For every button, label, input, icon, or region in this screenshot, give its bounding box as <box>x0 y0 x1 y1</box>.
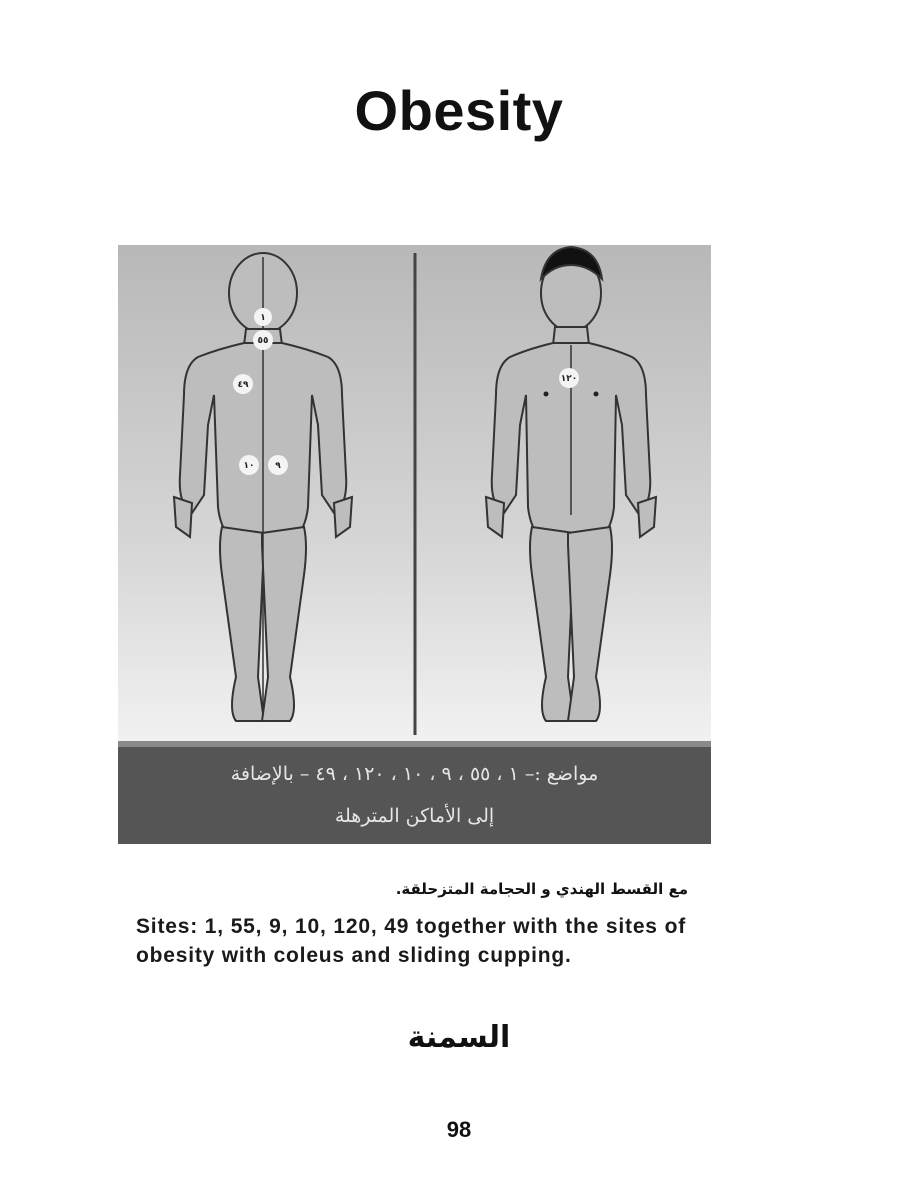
point-label: ١٠ <box>243 461 255 471</box>
caption-band <box>118 747 711 844</box>
cupping-points-figure <box>118 245 711 844</box>
point-label: ١ <box>260 313 266 323</box>
english-description: Sites: 1, 55, 9, 10, 120, 49 together with the sites of obesity with coleus and sliding cupping. <box>136 915 686 967</box>
arabic-heading: السمنة <box>407 1020 511 1055</box>
page-title: Obesity <box>354 79 564 142</box>
figure-caption-line-2: إلى الأماكن المترهلة <box>334 805 495 827</box>
arabic-note: مع القسط الهندي و الحجامة المتزحلقة. <box>395 880 688 898</box>
point-label: ١٢٠ <box>560 374 578 384</box>
front-point-markers <box>559 368 579 388</box>
point-label: ٥٥ <box>257 336 269 346</box>
page-number: 98 <box>446 1117 472 1142</box>
point-label: ٤٩ <box>237 380 249 390</box>
point-label: ٩ <box>275 461 281 471</box>
figure-caption-line-1: مواضع :– ١ ، ٥٥ ، ٩ ، ١٠ ، ١٢٠ ، ٤٩ – بالإضافة <box>230 763 599 785</box>
